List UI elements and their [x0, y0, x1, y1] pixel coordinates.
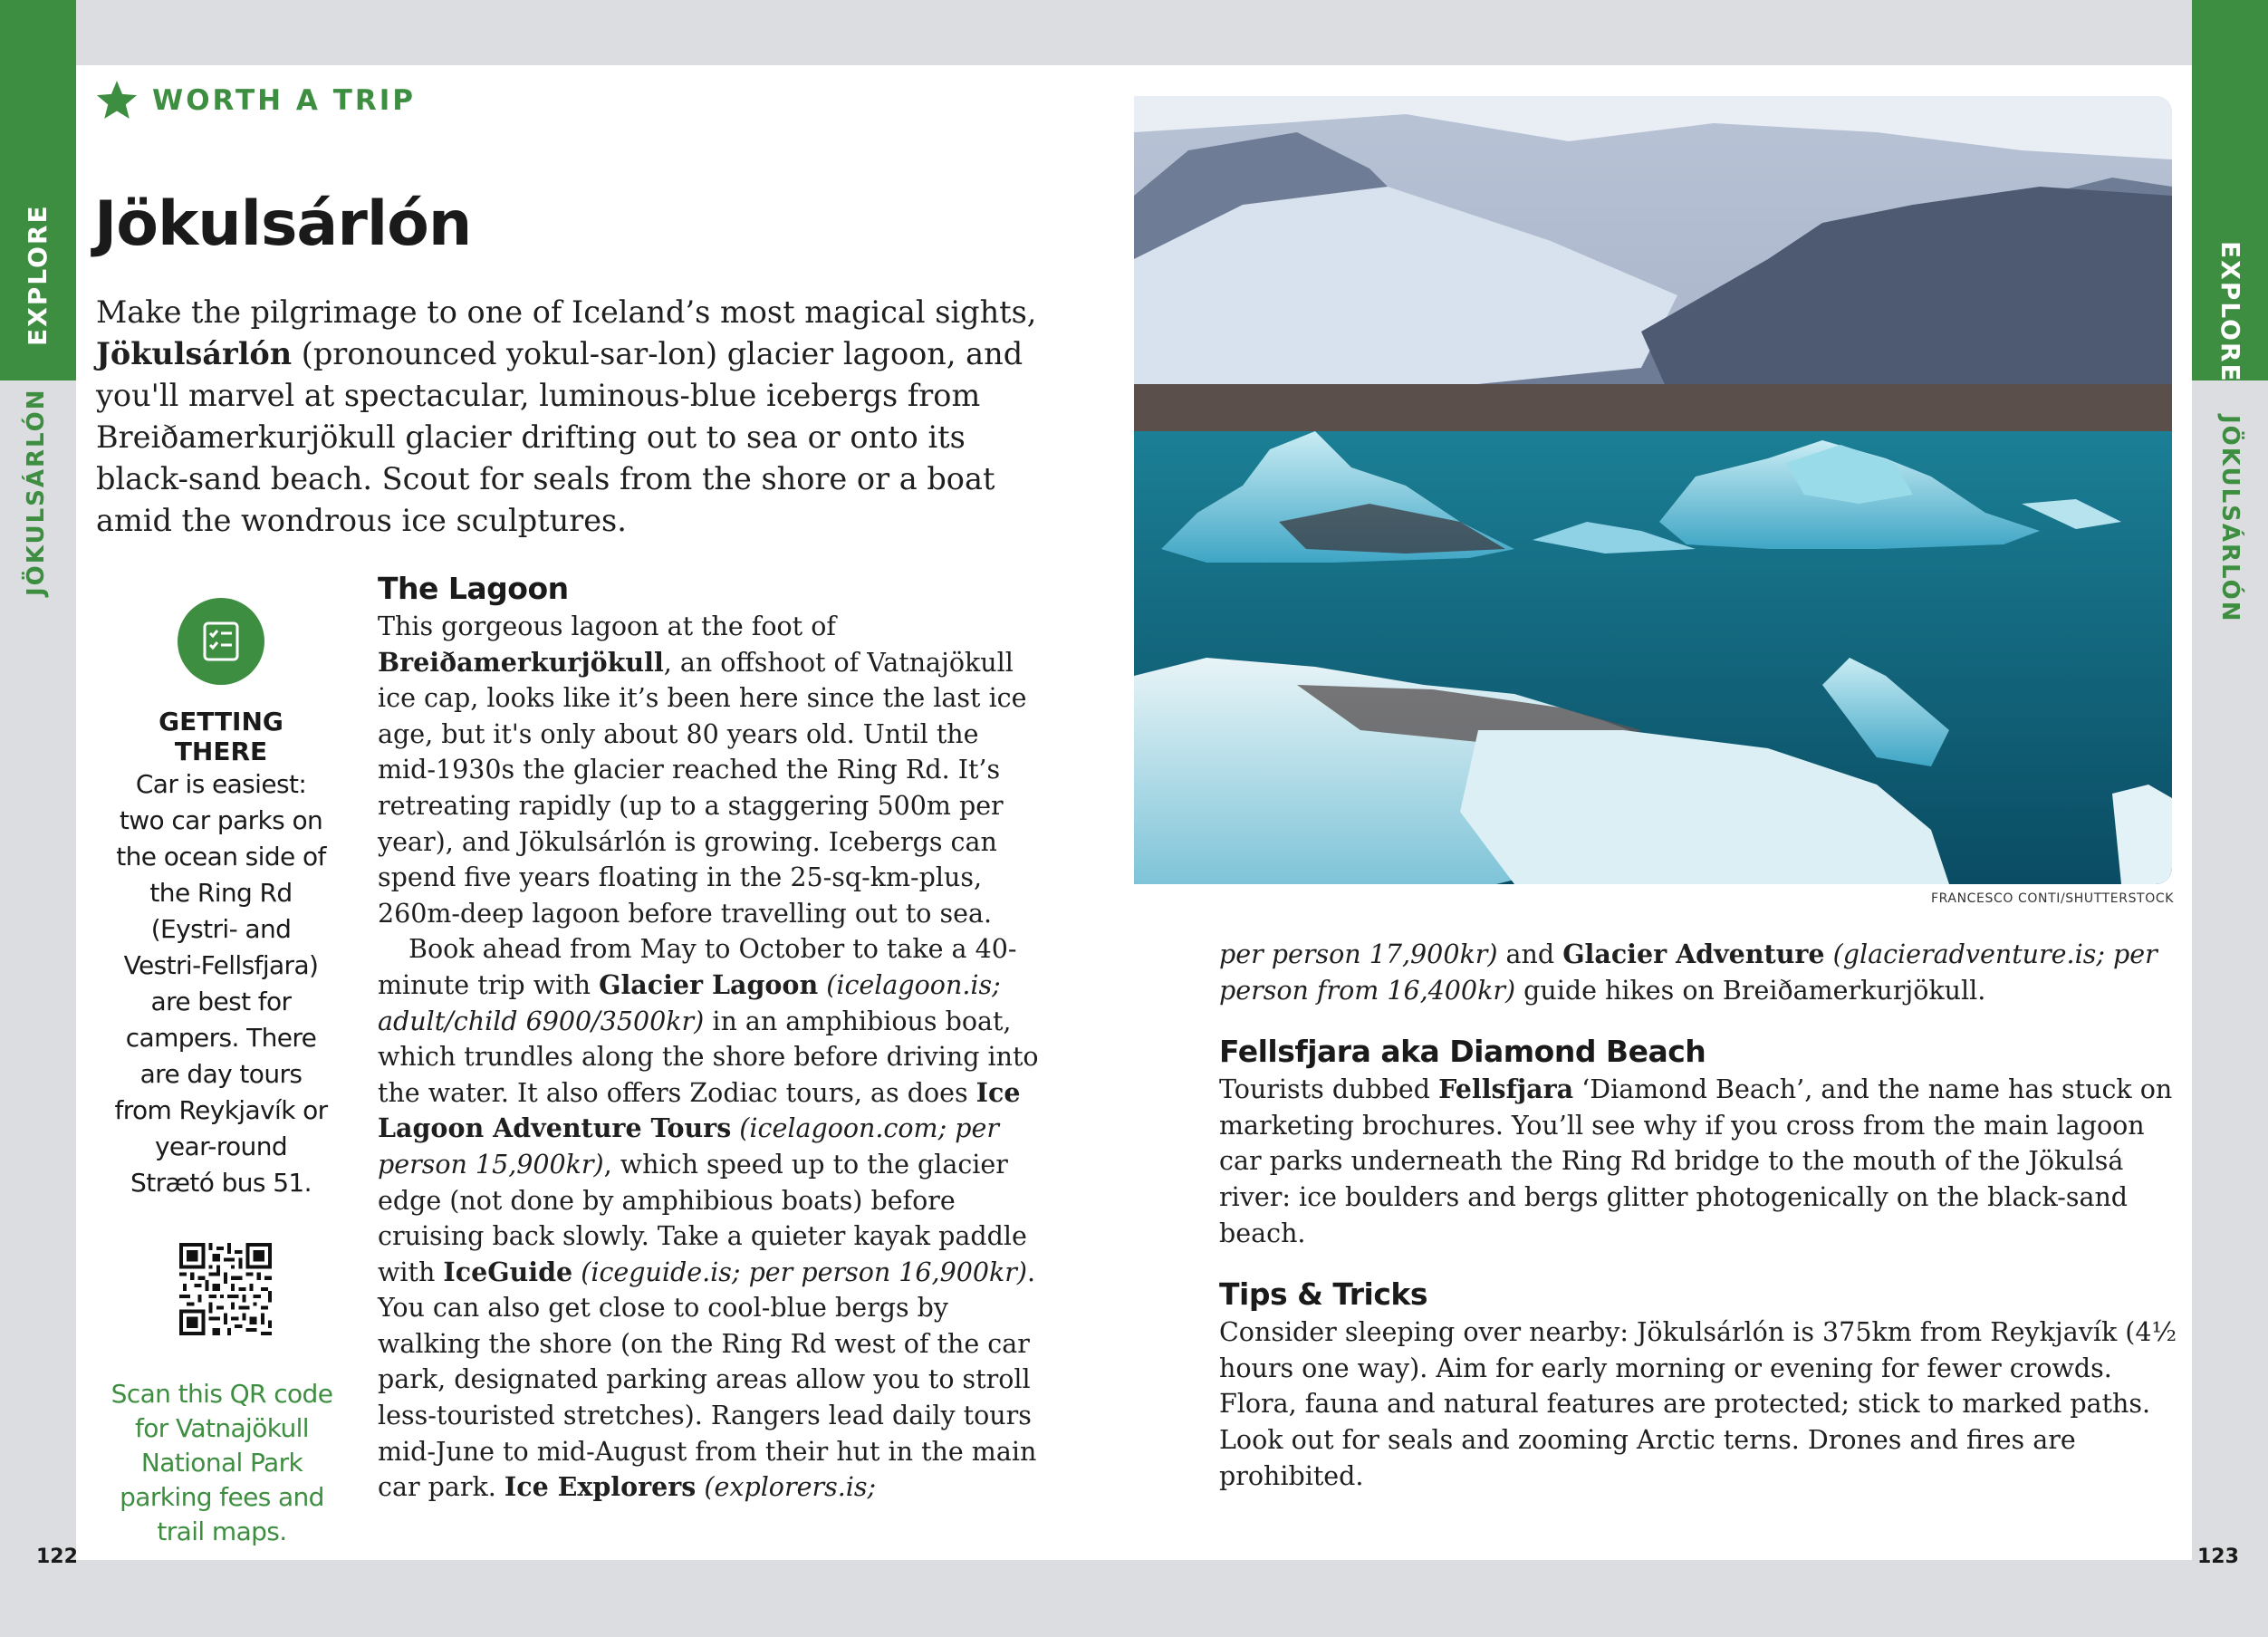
- getting-there-title: GETTING THERE: [159, 707, 284, 766]
- lagoon-heading: The Lagoon: [378, 571, 569, 606]
- page-title: Jökulsárlón: [94, 188, 472, 260]
- lagoon-paragraph-1: This gorgeous lagoon at the foot of Breiðamerkurjökull, an offshoot of Vatnajökull ice cap, looks like it’s been here since the last ice age, but it's only about 80 years old. Until the mid-1930s the glacier reached the Ring Rd. It’s retreating rapidly (up to a staggering 500m per year), and Jökulsárlón is growing. Icebergs can spend five years floating in the 25-sq-km-plus, 260m-deep lagoon before travelling out to sea.: [378, 611, 1027, 929]
- diamond-beach-paragraph: Tourists dubbed Fellsfjara ‘Diamond Beach’, and the name has stuck on marketing brochures. You’ll see why if you cross from the main lagoon car parks underneath the Ring Rd bridge to the mouth of the Jökulsá river: ice boulders and bergs glitter photogenically on the black-sand beach.: [1219, 1074, 2173, 1248]
- intro-paragraph: Make the pilgrimage to one of Iceland’s most magical sights, Jökulsárlón (pronounced yokul-sar-lon) glacier lagoon, and you'll marvel at spectacular, luminous-blue icebergs from Breiðamerkurjökull glacier drifting out to sea or onto its black-sand beach. Scout for seals from the shore or a boat amid the wondrous ice sculptures.: [96, 294, 1037, 538]
- checklist-icon: [178, 598, 264, 685]
- diamond-beach-heading: Fellsfjara aka Diamond Beach: [1219, 1034, 1706, 1070]
- tips-paragraph: Consider sleeping over nearby: Jökulsárlón is 375km from Reykjavík (4½ hours one way). Aim for early morning or evening for fewer crowds. Flora, fauna and natural features are protected; stick to marked paths. Look out for seals and zooming Arctic terns. Drones and fires are prohibited.: [1219, 1317, 2177, 1491]
- qr-code[interactable]: [179, 1243, 272, 1335]
- lagoon-paragraph-2: Book ahead from May to October to take a 40-minute trip with Glacier Lagoon (icelagoon.is; adult/child 6900/3500kr) in an amphibious boat, which trundles along the shore before driving into the water. It also offers Zodiac tours, as does Ice Lagoon Adventure Tours (icelagoon.com; per person 15,900kr), which speed up to the glacier edge (not done by amphibious boats) before cruising back slowly. Take a quieter kayak paddle with IceGuide (iceguide.is; per person 16,900kr). You can also get close to cool-blue bergs by walking the shore (on the Ring Rd west of the car park, designated parking areas allow you to stroll less-touristed stretches). Rangers lead daily tours mid-June to mid-August from their hut in the main car park. Ice Explorers (explorers.is;: [378, 934, 1039, 1503]
- page-number-right: 123: [2197, 1546, 2239, 1568]
- left-tab-chapter-label: JÖKULSÁRLÓN: [23, 388, 50, 596]
- right-column: [1219, 937, 2179, 1494]
- glacier-photo: [1134, 96, 2172, 884]
- qr-caption: Scan this QR code for Vatnajökull National Park parking fees and trail maps.: [111, 1379, 333, 1546]
- right-tab-chapter-label: JÖKULSÁRLÓN: [2216, 415, 2244, 623]
- star-icon: [94, 78, 139, 123]
- photo-credit: FRANCESCO CONTI/SHUTTERSTOCK: [1931, 891, 2174, 906]
- lagoon-section: [378, 569, 1039, 1506]
- worth-a-trip-kicker: [94, 78, 416, 123]
- page-number-left: 122: [36, 1546, 78, 1568]
- right-tab-section-label: EXPLORE: [2215, 241, 2245, 383]
- getting-there-box: [114, 598, 328, 1201]
- continued-paragraph: per person 17,900kr) and Glacier Adventure (glacieradventure.is; per person from 16,400kr) guide hikes on Breiðamerkurjökull.: [1219, 939, 2157, 1006]
- left-tab-section-label: EXPLORE: [23, 204, 53, 346]
- kicker-label: WORTH A TRIP: [152, 84, 416, 117]
- getting-there-text: Car is easiest: two car parks on the ocean side of the Ring Rd (Eystri- and Vestri-Fellsfjara) are best for campers. There are day tours from Reykjavík or year-round Strætó bus 51.: [114, 769, 328, 1198]
- tips-heading: Tips & Tricks: [1219, 1276, 1427, 1313]
